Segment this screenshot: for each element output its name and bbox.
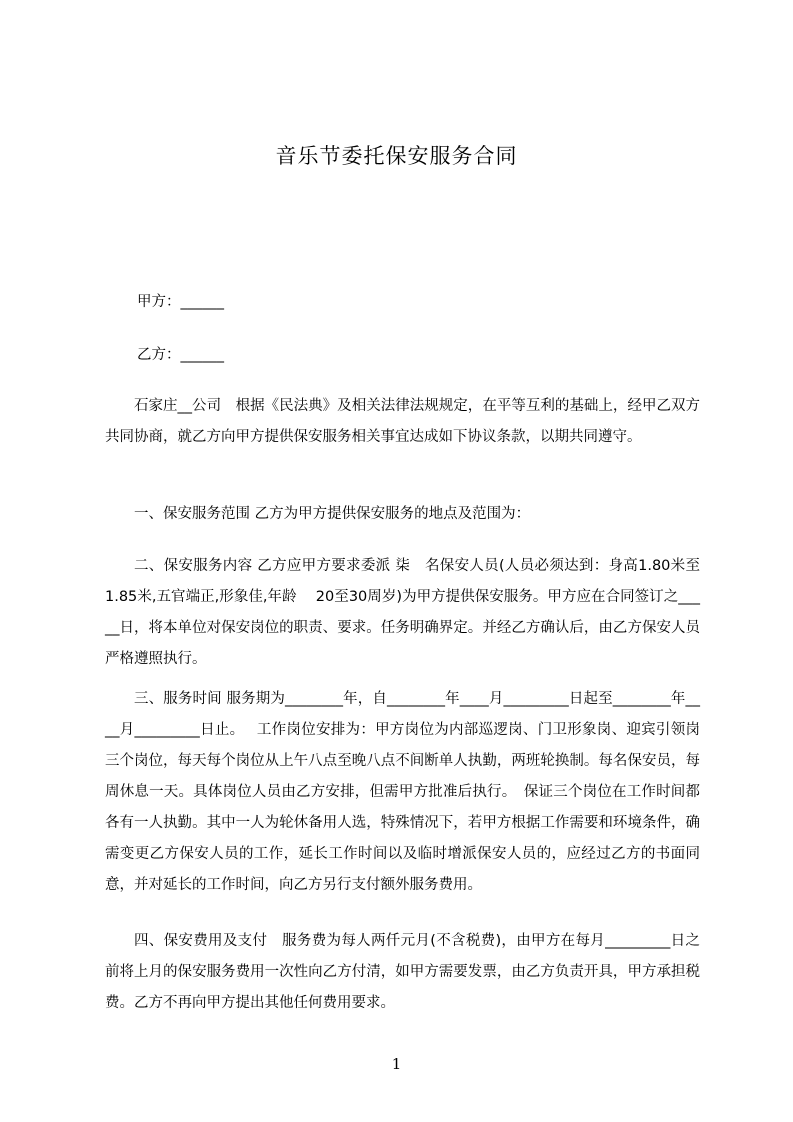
party-b-line: 乙方：______: [137, 347, 224, 363]
party-a-line: 甲方：______: [137, 294, 224, 310]
preamble-paragraph: 石家庄__公司 根据《民法典》及相关法律法规规定，在平等互利的基础上，经甲乙双方共同协商，就乙方向甲方提供保安服务相关事宜达成如下协议条款，以期共同遵守。: [105, 398, 700, 445]
section-3-service-time: 三、服务时间 服务期为________年，自________年____月_________日起至________年____月_________日止。 工作岗位安排为：甲方岗位为内部巡逻岗、门卫形象岗、迎宾引领岗三个岗位，每天每个岗位从上午八点至晚八点不间断单人执勤，两班轮换制。每名保安员，每周休息一天。具体岗位人员由乙方安排，但需甲方批准后执行。 保证三个岗位在工作时间都各有一人执勤。其中一人为轮休备用人选，特殊情况下，若甲方根据工作需要和环境条件，确需变更乙方保安人员的工作，延长工作时间以及临时增派保安人员的，应经过乙方的书面同意，并对延长的工作时间，向乙方另行支付额外服务费用。: [105, 691, 700, 893]
page-number: 1: [391, 1055, 402, 1073]
section-1-service-scope: 一、保安服务范围 乙方为甲方提供保安服务的地点及范围为：: [134, 506, 531, 522]
section-2-service-content: 二、保安服务内容 乙方应甲方要求委派 柒 名保安人员(人员必须达到：身高1.80米至1.85米,五官端正,形象佳,年龄 20至30周岁)为甲方提供保安服务。甲方应在合同签订之_____日，将本单位对保安岗位的职责、要求。任务明确界定。并经乙方确认后，由乙方保安人员严格遵照执行。: [105, 558, 700, 667]
section-4-fees-payment: 四、保安费用及支付 服务费为每人两仟元月(不含税费)，由甲方在每月_________日之前将上月的保安服务费用一次性向乙方付清，如甲方需要发票，由乙方负责开具，甲方承担税费。乙方不再向甲方提出其他任何费用要求。: [105, 933, 700, 1011]
document-title: 音乐节委托保安服务合同: [275, 144, 518, 168]
